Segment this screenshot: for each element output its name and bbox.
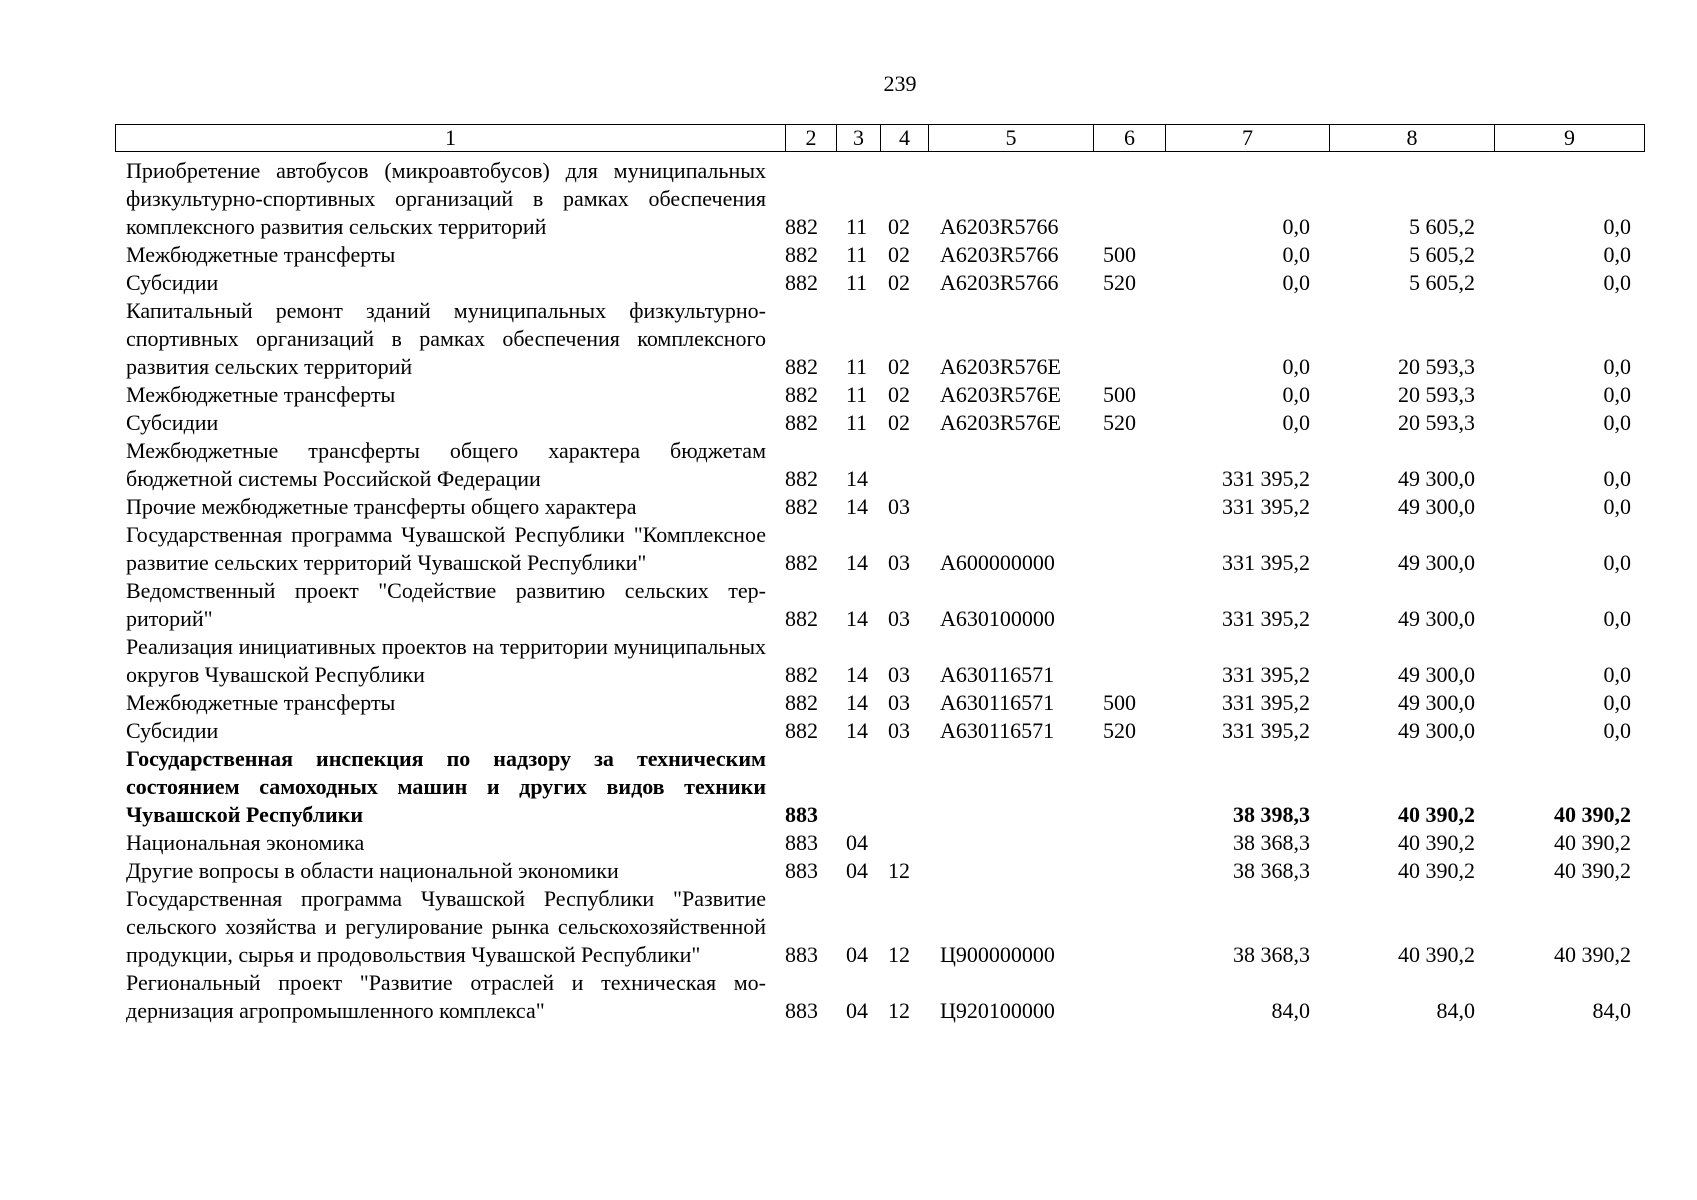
row-name: Другие вопросы в области национальной экономики [126,858,619,883]
row-value-col7: 0,0 [1282,242,1310,267]
row-expense-type: 500 [1103,242,1136,267]
row-admin-code: 882 [785,242,818,267]
table-row [0,689,1697,717]
row-value-col7: 331 395,2 [1222,466,1310,491]
row-target-article: A6203R5766 [940,214,1059,239]
header-col-4: 4 [881,125,929,152]
row-value-col8: 49 300,0 [1398,662,1475,687]
row-subsection: 03 [888,690,910,715]
header-col-9: 9 [1495,125,1645,152]
row-admin-code: 882 [785,354,818,379]
row-expense-type: 500 [1103,690,1136,715]
row-name: Приобретение автобусов (микроавтобусов) для муниципальных физкультурно-спортивных организаций в рамках обеспечения комплексного развития сельских территорий [126,158,766,239]
row-target-article: A6203R576E [940,410,1061,435]
row-target-article: A630116571 [940,718,1055,743]
row-value-col9: 84,0 [1592,998,1631,1023]
row-section: 14 [846,466,868,491]
row-admin-code: 883 [785,858,818,883]
row-value-col9: 0,0 [1603,466,1631,491]
row-value-col9: 40 390,2 [1554,830,1631,855]
row-value-col7: 84,0 [1271,998,1310,1023]
row-value-col9: 0,0 [1603,214,1631,239]
row-name: Региональный проект "Развитие отраслей и техническая модернизация агропромышленного комплекса" [126,970,766,1023]
row-value-col8: 40 390,2 [1398,830,1475,855]
row-value-col7: 0,0 [1282,410,1310,435]
row-value-col9: 0,0 [1603,494,1631,519]
row-section: 04 [846,858,868,883]
row-value-col9: 0,0 [1603,606,1631,631]
table-row [0,157,1697,241]
row-value-col8: 5 605,2 [1409,242,1475,267]
row-admin-code: 882 [785,410,818,435]
row-section: 04 [846,998,868,1023]
row-value-col8: 40 390,2 [1398,942,1475,967]
row-name: Прочие межбюджетные трансферты общего характера [126,494,637,519]
row-target-article: A6203R576E [940,354,1061,379]
row-value-col7: 331 395,2 [1222,690,1310,715]
row-value-col9: 40 390,2 [1554,858,1631,883]
row-value-col8: 49 300,0 [1398,690,1475,715]
header-col-7: 7 [1166,125,1330,152]
row-subsection: 03 [888,662,910,687]
row-target-article: A6203R5766 [940,270,1059,295]
row-value-col9: 0,0 [1603,718,1631,743]
row-subsection: 12 [888,858,910,883]
row-value-col8: 20 593,3 [1398,354,1475,379]
row-expense-type: 520 [1103,410,1136,435]
row-subsection: 02 [888,382,910,407]
table-row [0,829,1697,857]
row-value-col8: 49 300,0 [1398,494,1475,519]
header-col-1: 1 [116,125,786,152]
row-admin-code: 883 [785,998,818,1023]
row-value-col9: 0,0 [1603,354,1631,379]
header-col-6: 6 [1094,125,1166,152]
row-name: Межбюджетные трансферты [126,382,396,407]
row-value-col7: 0,0 [1282,354,1310,379]
row-target-article: A630116571 [940,662,1055,687]
row-admin-code: 882 [785,662,818,687]
row-section: 11 [846,382,868,407]
row-expense-type: 520 [1103,718,1136,743]
row-target-article: Ц900000000 [940,942,1055,967]
row-value-col9: 0,0 [1603,550,1631,575]
row-expense-type: 500 [1103,382,1136,407]
row-expense-type: 520 [1103,270,1136,295]
row-value-col7: 38 368,3 [1233,858,1310,883]
row-subsection: 12 [888,998,910,1023]
row-value-col8: 5 605,2 [1409,270,1475,295]
row-section: 11 [846,410,868,435]
row-value-col9: 0,0 [1603,662,1631,687]
row-section: 14 [846,718,868,743]
row-name: Реализация инициативных проектов на территории муниципальных округов Чувашской Республики [126,634,766,687]
row-value-col8: 49 300,0 [1398,466,1475,491]
row-section: 04 [846,830,868,855]
row-subsection: 03 [888,494,910,519]
row-value-col8: 5 605,2 [1409,214,1475,239]
row-subsection: 02 [888,270,910,295]
row-value-col8: 84,0 [1436,998,1475,1023]
row-admin-code: 882 [785,606,818,631]
row-value-col7: 331 395,2 [1222,494,1310,519]
row-value-col7: 331 395,2 [1222,606,1310,631]
row-section: 11 [846,242,868,267]
row-section: 14 [846,494,868,519]
row-admin-code: 882 [785,214,818,239]
row-admin-code: 883 [785,942,818,967]
row-value-col7: 38 368,3 [1233,942,1310,967]
table-row [0,409,1697,437]
row-target-article: A630100000 [940,606,1055,631]
header-col-5: 5 [929,125,1094,152]
row-name: Государственная программа Чувашской Республики "Развитие сельского хозяйства и регулирование рынка сельскохозяйственной продукции, сырья и продовольствия Чувашской Республики" [126,886,766,967]
row-admin-code: 883 [785,830,818,855]
row-admin-code: 882 [785,494,818,519]
row-admin-code: 882 [785,382,818,407]
table-row [0,969,1697,1025]
row-section: 14 [846,662,868,687]
row-subsection: 03 [888,718,910,743]
header-col-8: 8 [1330,125,1495,152]
row-section: 11 [846,270,868,295]
row-value-col9: 40 390,2 [1554,802,1631,827]
row-value-col8: 20 593,3 [1398,410,1475,435]
row-admin-code: 882 [785,718,818,743]
row-value-col8: 40 390,2 [1398,858,1475,883]
row-name: Межбюджетные трансферты [126,242,396,267]
row-name: Национальная экономика [126,830,365,855]
row-subsection: 03 [888,606,910,631]
row-value-col7: 0,0 [1282,270,1310,295]
row-value-col8: 49 300,0 [1398,718,1475,743]
table-row [0,717,1697,745]
row-value-col7: 0,0 [1282,214,1310,239]
row-value-col8: 49 300,0 [1398,550,1475,575]
header-col-2: 2 [786,125,837,152]
row-section: 14 [846,606,868,631]
table-row [0,633,1697,689]
row-value-col9: 0,0 [1603,242,1631,267]
column-number-header [115,124,1645,152]
row-value-col7: 331 395,2 [1222,718,1310,743]
row-subsection: 03 [888,550,910,575]
table-row [0,885,1697,969]
row-subsection: 02 [888,410,910,435]
row-value-col8: 49 300,0 [1398,606,1475,631]
row-admin-code: 882 [785,270,818,295]
row-target-article: A600000000 [940,550,1055,575]
row-subsection: 02 [888,354,910,379]
row-section: 11 [846,354,868,379]
table-row [0,241,1697,269]
row-value-col8: 20 593,3 [1398,382,1475,407]
table-row [0,521,1697,577]
row-value-col7: 38 398,3 [1233,802,1310,827]
row-name: Субсидии [126,718,219,743]
row-section: 14 [846,550,868,575]
table-row [0,577,1697,633]
row-value-col9: 40 390,2 [1554,942,1631,967]
row-name: Субсидии [126,410,219,435]
row-name: Ведомственный проект "Содействие развитию сельских территорий" [126,578,766,631]
budget-table-body [0,157,1697,1025]
row-target-article: A630116571 [940,690,1055,715]
row-value-col9: 0,0 [1603,690,1631,715]
row-subsection: 02 [888,242,910,267]
table-row [0,493,1697,521]
row-value-col9: 0,0 [1603,410,1631,435]
row-name: Межбюджетные трансферты общего характера бюджетам бюджетной системы Российской Федерации [126,438,766,491]
row-name: Государственная программа Чувашской Республики "Комплексное развитие сельских территорий Чувашской Республики" [126,522,766,575]
page-number: 239 [883,71,917,96]
row-target-article: Ц920100000 [940,998,1055,1023]
row-admin-code: 882 [785,466,818,491]
row-value-col7: 38 368,3 [1233,830,1310,855]
row-value-col7: 0,0 [1282,382,1310,407]
row-admin-code: 883 [785,802,818,827]
row-name: Капитальный ремонт зданий муниципальных физкультурно-спортивных организаций в рамках обеспечения комплексного развития сельских территорий [126,298,766,379]
table-row [0,437,1697,493]
table-row [0,381,1697,409]
table-row [0,857,1697,885]
row-admin-code: 882 [785,550,818,575]
row-subsection: 12 [888,942,910,967]
table-row [0,745,1697,829]
header-col-3: 3 [837,125,881,152]
row-subsection: 02 [888,214,910,239]
row-value-col7: 331 395,2 [1222,662,1310,687]
row-name: Межбюджетные трансферты [126,690,396,715]
row-target-article: A6203R5766 [940,242,1059,267]
row-value-col9: 0,0 [1603,382,1631,407]
row-value-col7: 331 395,2 [1222,550,1310,575]
row-admin-code: 882 [785,690,818,715]
row-name: Государственная инспекция по надзору за техническим состоянием самоходных машин и других видов техники Чувашской Республики [126,746,766,827]
row-value-col9: 0,0 [1603,270,1631,295]
table-row [0,269,1697,297]
row-name: Субсидии [126,270,219,295]
row-target-article: A6203R576E [940,382,1061,407]
row-section: 11 [846,214,868,239]
row-section: 14 [846,690,868,715]
row-value-col8: 40 390,2 [1398,802,1475,827]
row-section: 04 [846,942,868,967]
table-row [0,297,1697,381]
